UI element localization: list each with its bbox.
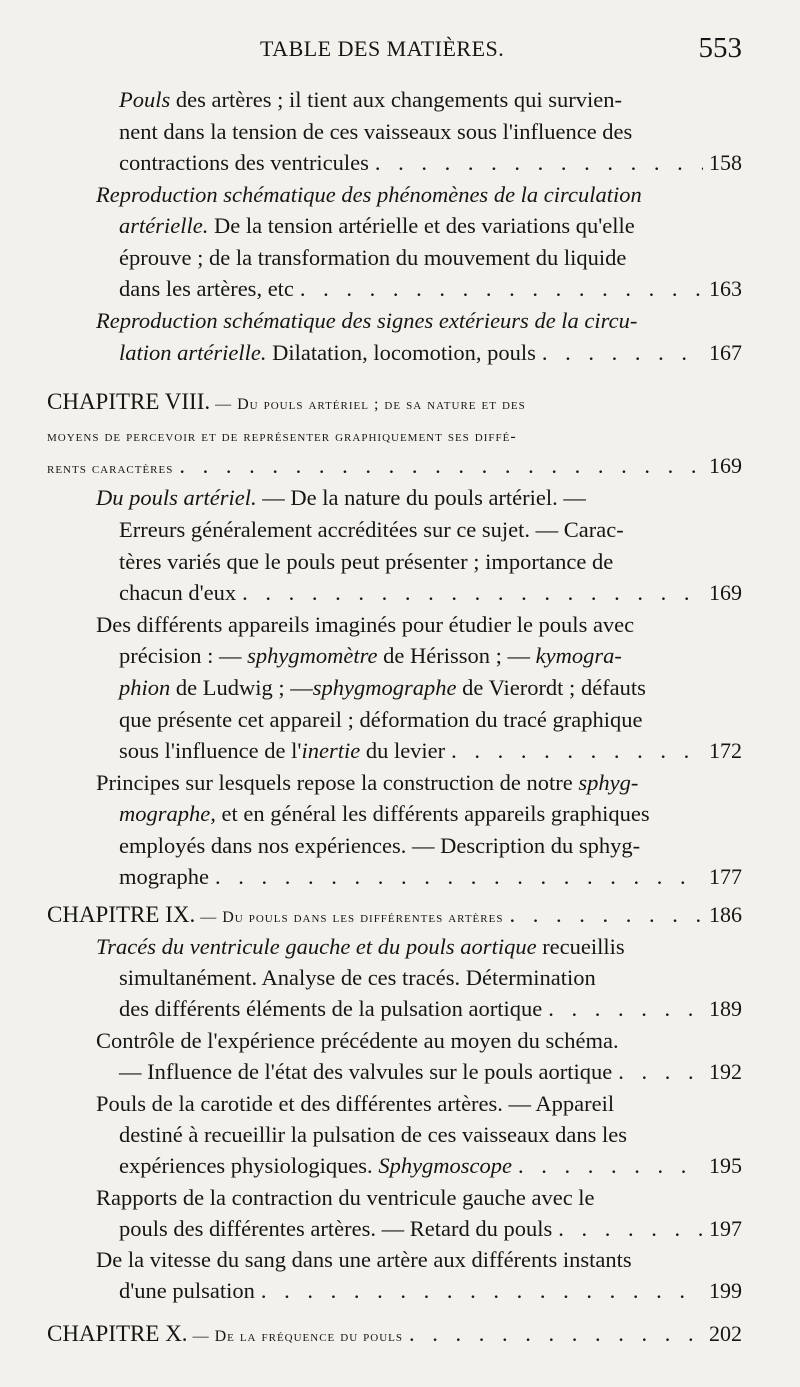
entry-line-body: [119, 337, 536, 369]
leader-dots: [558, 1213, 703, 1245]
entry-text: du levier: [360, 738, 446, 763]
leader-dots: [300, 273, 703, 305]
entry-page-number: 172: [709, 738, 742, 763]
entry-text: tères variés que le pouls peut présenter ; importance de: [119, 549, 614, 574]
toc-line: [0, 116, 742, 148]
chapter-heading: [0, 1318, 742, 1350]
toc-line-with-page: [0, 861, 742, 893]
toc-line-with-page: [0, 273, 742, 305]
toc-line: [0, 305, 742, 337]
entry-text: destiné à recueillir la pulsation de ces vaisseaux dans les: [119, 1122, 627, 1147]
toc-line: [0, 798, 742, 830]
toc-line-with-page: [0, 1150, 742, 1182]
toc-line-with-page: [0, 1056, 742, 1088]
entry-text: nent dans la tension de ces vaisseaux sous l'influence des: [119, 119, 633, 144]
toc-line-with-page: [0, 993, 742, 1025]
entry-italic-term: phion: [119, 675, 171, 700]
entry-italic-title: Reproduction schématique des signes extérieurs de la circu-: [96, 308, 638, 333]
entry-italic-term: inertie: [301, 738, 361, 763]
toc-line: [0, 672, 742, 704]
entry-text: mographe: [119, 864, 209, 889]
entry-italic-title: artérielle.: [119, 213, 209, 238]
chapter-number: CHAPITRE VIII.: [47, 389, 211, 414]
entry-text: de Hérisson ; —: [377, 643, 536, 668]
entry-text: de Ludwig ; —: [170, 675, 313, 700]
toc-line: [0, 640, 742, 672]
entry-page-number: 169: [709, 580, 742, 605]
entry-line-body: [119, 1150, 512, 1182]
entry-text: De la tension artérielle et des variations qu'elle: [208, 213, 635, 238]
entry-line-body: [47, 1318, 403, 1350]
entry-text: simultanément. Analyse de ces tracés. Détermination: [119, 965, 596, 990]
entry-italic-title: Reproduction schématique des phénomènes de la circulation: [96, 182, 642, 207]
toc-line-with-page: [0, 1275, 742, 1307]
toc-line-with-page: [0, 337, 742, 369]
entry-text: Erreurs généralement accréditées sur ce sujet. — Carac-: [119, 517, 624, 542]
toc-line: [0, 1244, 742, 1276]
toc-line: [0, 179, 742, 211]
entry-line-body: [119, 735, 445, 767]
entry-text: chacun d'eux: [119, 580, 237, 605]
chapter-heading: [0, 386, 742, 418]
entry-text: Pouls de la carotide et des différentes artères. — Appareil: [96, 1091, 615, 1116]
entry-page-number: 202: [709, 1321, 742, 1346]
chapter-title: rents caractères: [47, 460, 174, 477]
entry-text: recueillis: [536, 934, 625, 959]
entry-text: Rapports de la contraction du ventricule gauche avec le: [96, 1185, 595, 1210]
entry-page-number: 186: [709, 902, 742, 927]
entry-text: Des différents appareils imaginés pour étudier le pouls avec: [96, 612, 635, 637]
entry-page-number: 192: [709, 1059, 742, 1084]
entry-text: éprouve ; de la transformation du mouvement du liquide: [119, 245, 627, 270]
entry-text: expériences physiologiques.: [119, 1153, 379, 1178]
toc-line-with-page: [0, 147, 742, 179]
chapter-number: CHAPITRE X.: [47, 1321, 188, 1346]
leader-dots: [375, 147, 703, 179]
toc-line: [0, 830, 742, 862]
entry-italic-term: mographe,: [119, 801, 216, 826]
chapter-title: moyens de percevoir et de représenter graphiquement ses diffé-: [47, 428, 517, 445]
page-number: 553: [698, 32, 742, 64]
chapter-heading: [0, 899, 742, 931]
entry-text: Contrôle de l'expérience précédente au moyen du schéma.: [96, 1028, 619, 1053]
toc-line: [0, 418, 742, 450]
entry-text: contractions des ventricules: [119, 150, 369, 175]
toc-line: [0, 1088, 742, 1120]
entry-page-number: 195: [709, 1153, 742, 1178]
toc-line: [0, 609, 742, 641]
entry-italic-term: sphygmomètre: [247, 643, 378, 668]
entry-page-number: 177: [709, 864, 742, 889]
toc-line: [0, 931, 742, 963]
entry-text: précision : —: [119, 643, 248, 668]
entry-text: — Influence de l'état des valvules sur le pouls aortique: [119, 1059, 613, 1084]
entry-italic-title: Pouls: [119, 87, 171, 112]
entry-text: des artères ; il tient aux changements qui survien-: [170, 87, 623, 112]
leader-dots: [509, 899, 703, 931]
toc-line: [0, 1182, 742, 1214]
chapter-title: — Du pouls dans les différentes artères: [195, 909, 504, 926]
entry-text: de Vierordt ; défauts: [456, 675, 646, 700]
entry-text: sous l'influence de l': [119, 738, 302, 763]
entry-page-number: 158: [709, 150, 742, 175]
entry-text: d'une pulsation: [119, 1278, 255, 1303]
entry-page-number: 197: [709, 1216, 742, 1241]
leader-dots: [179, 450, 703, 482]
entry-page-number: 169: [709, 453, 742, 478]
entry-italic-term: kymogra-: [535, 643, 622, 668]
leader-dots: [261, 1275, 703, 1307]
toc-line: [0, 767, 742, 799]
entry-italic-term: sphyg-: [578, 770, 639, 795]
toc-line: [0, 482, 742, 514]
leader-dots: [409, 1318, 703, 1350]
toc-line: [0, 546, 742, 578]
entry-page-number: 167: [709, 340, 742, 365]
toc-line-with-page: [0, 450, 742, 482]
entry-page-number: 163: [709, 276, 742, 301]
leader-dots: [451, 735, 703, 767]
entry-text: Principes sur lesquels repose la construction de notre: [96, 770, 579, 795]
chapter-number: CHAPITRE IX.: [47, 902, 196, 927]
toc-line: [0, 514, 742, 546]
leader-dots: [518, 1150, 703, 1182]
leader-dots: [242, 577, 703, 609]
toc-line: [0, 1119, 742, 1151]
entry-text: que présente cet appareil ; déformation du tracé graphique: [119, 707, 643, 732]
toc-line: [0, 242, 742, 274]
toc-line: [0, 210, 742, 242]
entry-text: dans les artères, etc: [119, 276, 294, 301]
chapter-title: — Du pouls artériel ; de sa nature et des: [210, 396, 526, 413]
leader-dots: [215, 861, 703, 893]
entry-italic-title: lation artérielle.: [119, 340, 267, 365]
entry-text: — De la nature du pouls artériel. —: [256, 485, 586, 510]
entry-italic-title: Tracés du ventricule gauche et du pouls aortique: [96, 934, 537, 959]
entry-page-number: 199: [709, 1278, 742, 1303]
leader-dots: [542, 337, 703, 369]
toc-line-with-page: [0, 735, 742, 767]
toc-line: [0, 962, 742, 994]
entry-italic-term: sphygmographe: [312, 675, 457, 700]
chapter-title: — De la fréquence du pouls: [187, 1328, 404, 1345]
entry-italic-term: Sphygmoscope: [378, 1153, 513, 1178]
toc-line-with-page: [0, 1213, 742, 1245]
entry-page-number: 189: [709, 996, 742, 1021]
entry-text: De la vitesse du sang dans une artère aux différents instants: [96, 1247, 632, 1272]
entry-text: pouls des différentes artères. — Retard du pouls: [119, 1216, 553, 1241]
entry-text: des différents éléments de la pulsation aortique: [119, 996, 543, 1021]
leader-dots: [618, 1056, 703, 1088]
leader-dots: [548, 993, 703, 1025]
entry-text: et en général les différents appareils graphiques: [215, 801, 650, 826]
entry-line-body: [47, 899, 503, 931]
entry-text: employés dans nos expériences. — Description du sphyg-: [119, 833, 641, 858]
toc-line: [0, 84, 742, 116]
entry-text: Dilatation, locomotion, pouls: [266, 340, 536, 365]
toc-line: [0, 1025, 742, 1057]
toc-line-with-page: [0, 577, 742, 609]
entry-italic-title: Du pouls artériel.: [96, 485, 257, 510]
running-head-title: TABLE DES MATIÈRES.: [260, 36, 505, 61]
toc-line: [0, 704, 742, 736]
